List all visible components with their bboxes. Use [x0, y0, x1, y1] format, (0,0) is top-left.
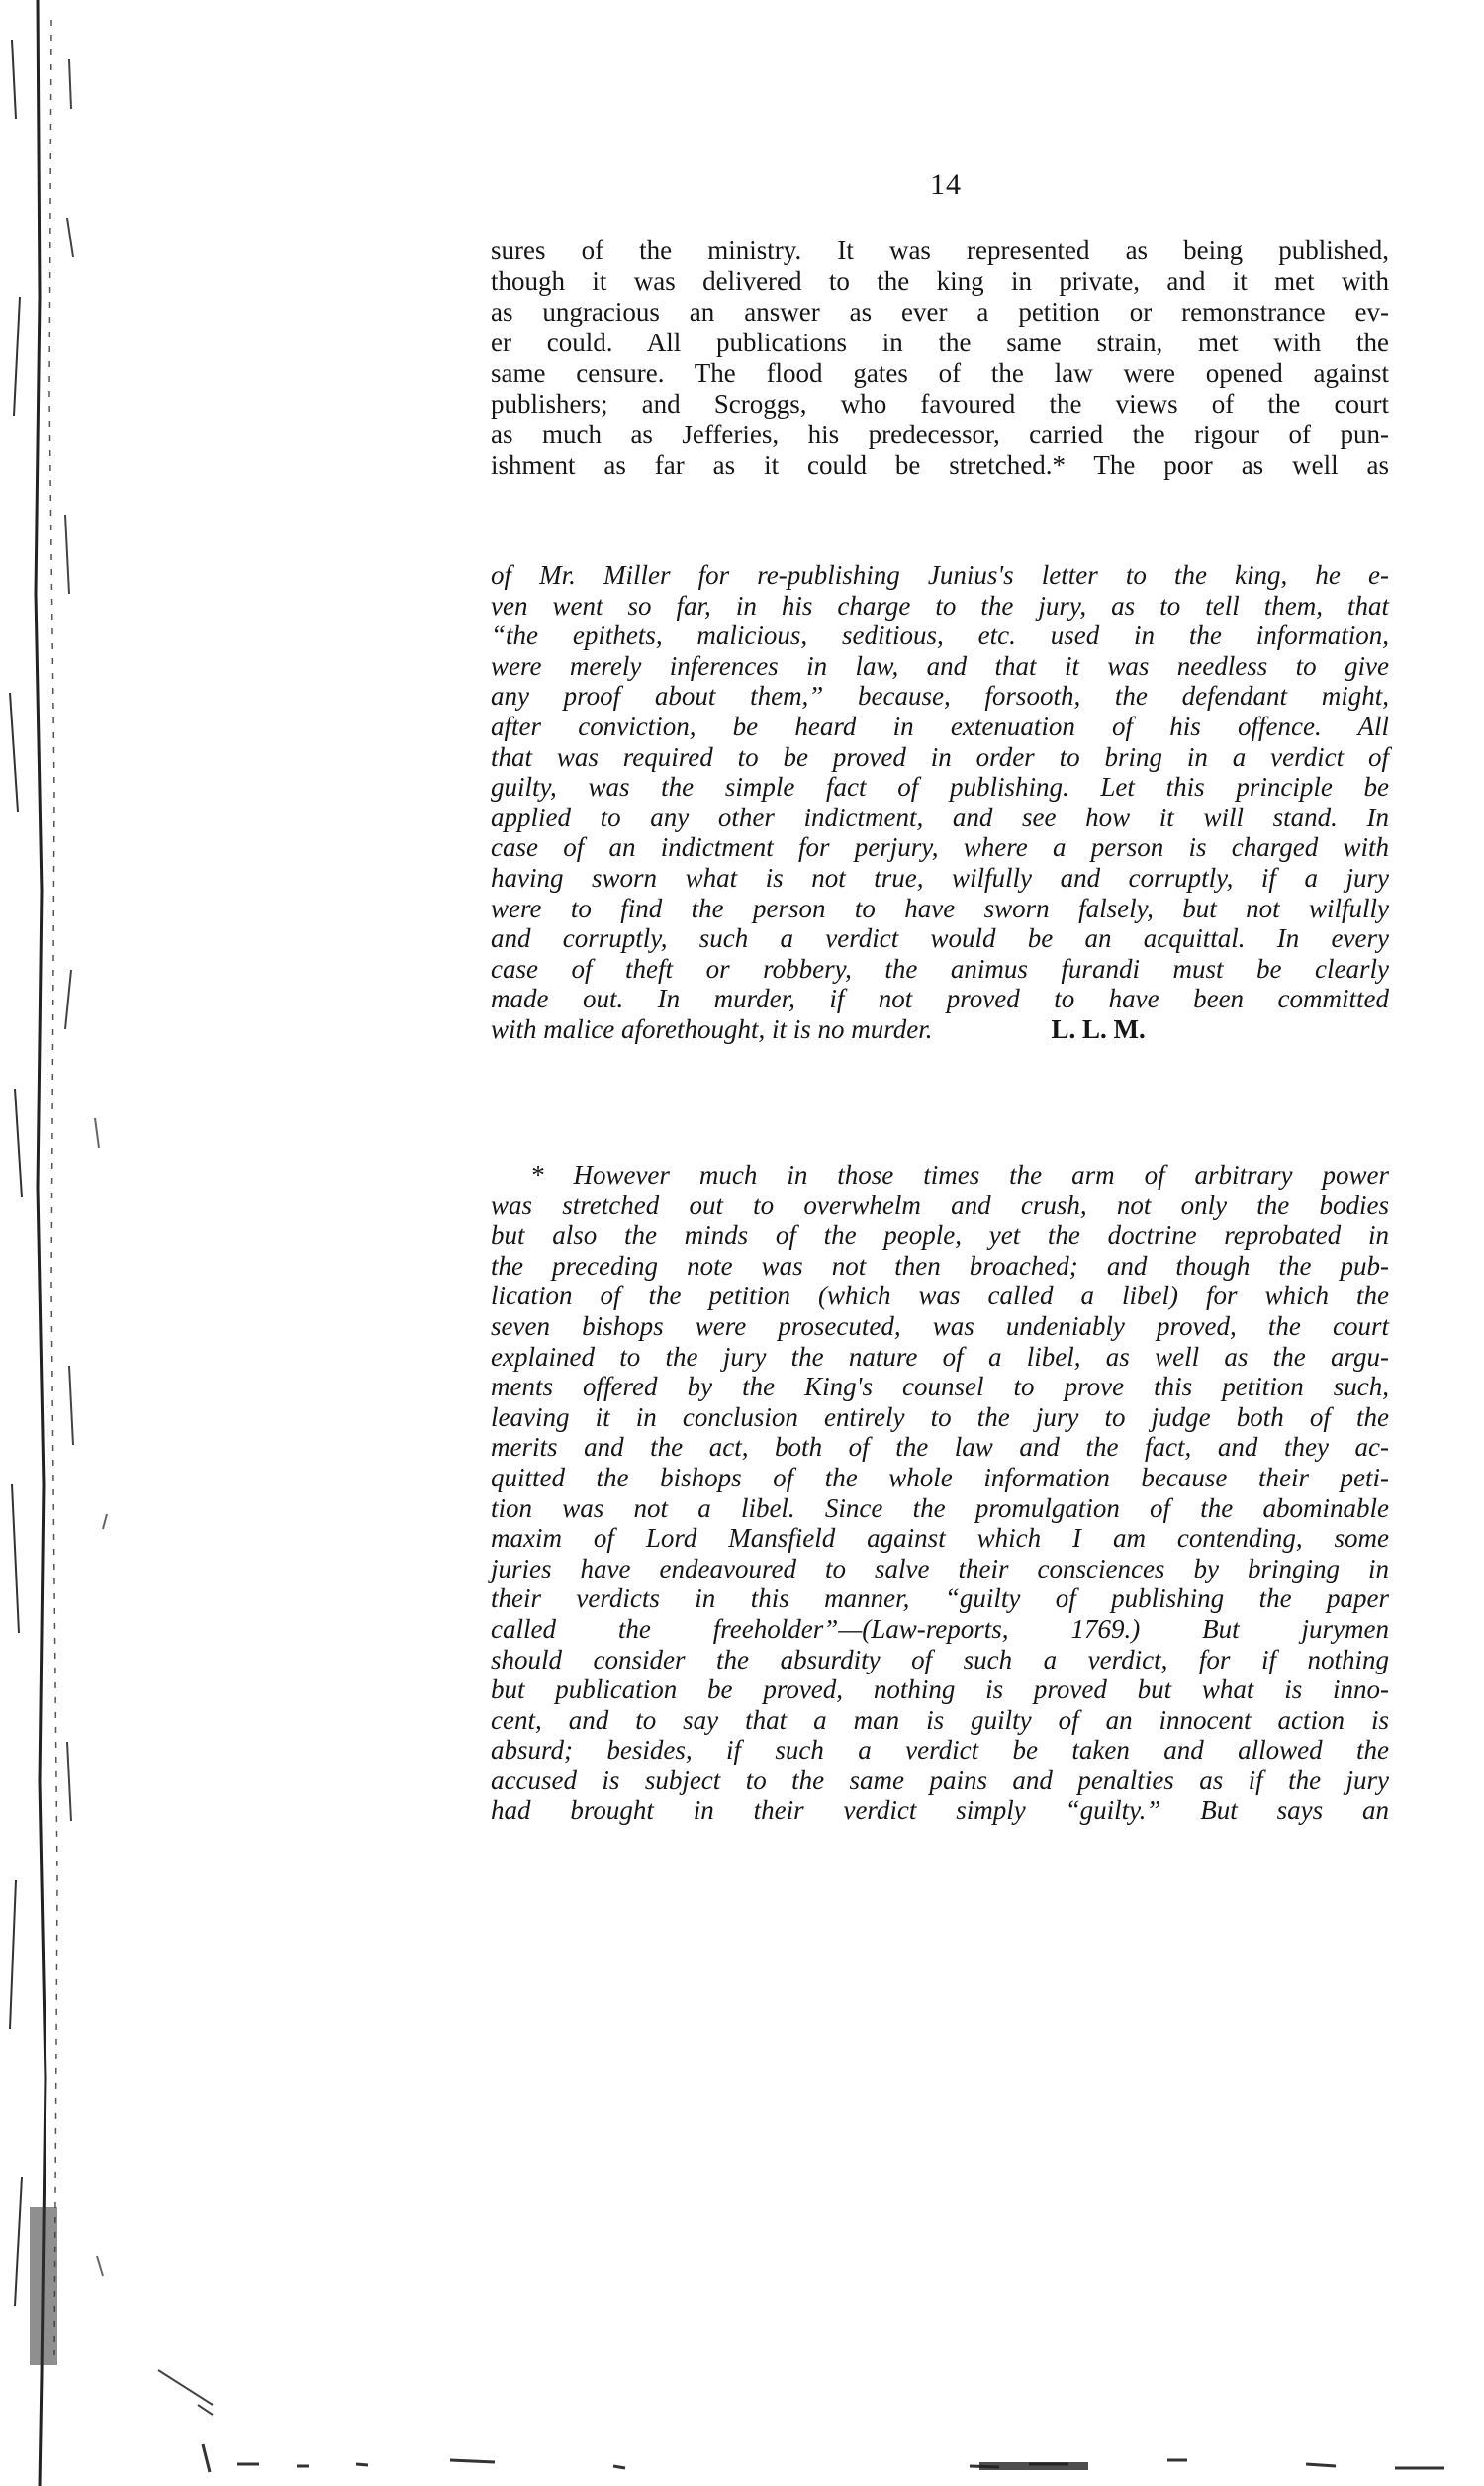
text-line: ishment as far as it could be stretched.* The poor as well as [491, 450, 1389, 480]
note-line: had brought in their verdict simply “guilty.” But says an [491, 1795, 1389, 1826]
note-line: made out. In murder, if not proved to have been committed [491, 984, 1389, 1014]
note-line-text: with malice aforethought, it is no murder. [491, 1013, 933, 1044]
footnote-continuation [491, 560, 1389, 1045]
main-text [491, 236, 1389, 481]
note-line: guilty, was the simple fact of publishing. Let this principle be [491, 772, 1389, 803]
note-line: case of theft or robbery, the animus furandi must be clearly [491, 953, 1389, 984]
scan-gutter-edge [0, 0, 228, 2486]
note-line: cent, and to say that a man is guilty of an innocent action is [491, 1704, 1389, 1735]
note-line: merits and the act, both of the law and the fact, and they ac- [491, 1432, 1389, 1463]
text-line: as much as Jefferies, his predecessor, carried the rigour of pun- [491, 420, 1389, 449]
note-line [491, 1014, 1389, 1045]
signature-initials: L. L. M. [1051, 1013, 1146, 1044]
note-line: lication of the petition (which was called a libel) for which the [491, 1281, 1389, 1311]
scan-bottom-edge [0, 2395, 1484, 2486]
note-line: having sworn what is not true, wilfully and corruptly, if a jury [491, 862, 1389, 893]
note-line: was stretched out to overwhelm and crush, not only the bodies [491, 1190, 1389, 1220]
page-number: 14 [930, 168, 962, 201]
note-line: case of an indictment for perjury, where a person is charged with [491, 832, 1389, 863]
text-line: though it was delivered to the king in private, and it met with [491, 266, 1389, 296]
note-line: accused is subject to the same pains and penalties as if the jury [491, 1765, 1389, 1795]
note-line: were merely inferences in law, and that it was needless to give [491, 650, 1389, 681]
note-line: their verdicts in this manner, “guilty of publishing the paper [491, 1583, 1389, 1614]
note-line: but publication be proved, nothing is proved but what is inno- [491, 1674, 1389, 1705]
note-line: and corruptly, such a verdict would be an acquittal. In every [491, 923, 1389, 954]
note-line: any proof about them,” because, forsooth, the defendant might, [491, 681, 1389, 712]
text-line: same censure. The flood gates of the law were opened against [491, 358, 1389, 388]
note-line: “the epithets, malicious, seditious, etc. used in the information, [491, 621, 1389, 651]
note-line: maxim of Lord Mansfield against which I am contending, some [491, 1523, 1389, 1554]
text-line: publishers; and Scroggs, who favoured the views of the court [491, 389, 1389, 419]
note-line: * However much in those times the arm of arbitrary power [530, 1160, 1389, 1190]
note-line: ments offered by the King's counsel to prove this petition such, [491, 1372, 1389, 1402]
note-line: absurd; besides, if such a verdict be taken and allowed the [491, 1735, 1389, 1766]
note-line: ven went so far, in his charge to the jury, as to tell them, that [491, 590, 1389, 621]
text-line: as ungracious an answer as ever a petition or remonstrance ev- [491, 297, 1389, 327]
note-line: after conviction, be heard in extenuation of his offence. All [491, 711, 1389, 741]
note-line: should consider the absurdity of such a verdict, for if nothing [491, 1644, 1389, 1674]
note-line: the preceding note was not then broached; and though the pub- [491, 1250, 1389, 1281]
text-line: er could. All publications in the same strain, met with the [491, 328, 1389, 357]
note-line: applied to any other indictment, and see how it will stand. In [491, 802, 1389, 832]
note-line: leaving it in conclusion entirely to the jury to judge both of the [491, 1401, 1389, 1432]
note-line: tion was not a libel. Since the promulgation of the abominable [491, 1492, 1389, 1523]
note-line: but also the minds of the people, yet the doctrine reprobated in [491, 1220, 1389, 1251]
note-line: explained to the jury the nature of a libel, as well as the argu- [491, 1341, 1389, 1372]
note-line: quitted the bishops of the whole information because their peti- [491, 1462, 1389, 1492]
note-line: were to find the person to have sworn falsely, but not wilfully [491, 893, 1389, 923]
text-line: sures of the ministry. It was represented as being published, [491, 236, 1389, 265]
note-line: that was required to be proved in order to bring in a verdict of [491, 741, 1389, 772]
footnote-asterisk [491, 1160, 1389, 1826]
note-line: seven bishops were prosecuted, was undeniably proved, the court [491, 1310, 1389, 1341]
note-line: of Mr. Miller for re-publishing Junius's letter to the king, he e- [491, 560, 1389, 590]
note-line: called the freeholder”—(Law-reports, 1769.) But jurymen [491, 1613, 1389, 1644]
note-line: juries have endeavoured to salve their consciences by bringing in [491, 1553, 1389, 1583]
